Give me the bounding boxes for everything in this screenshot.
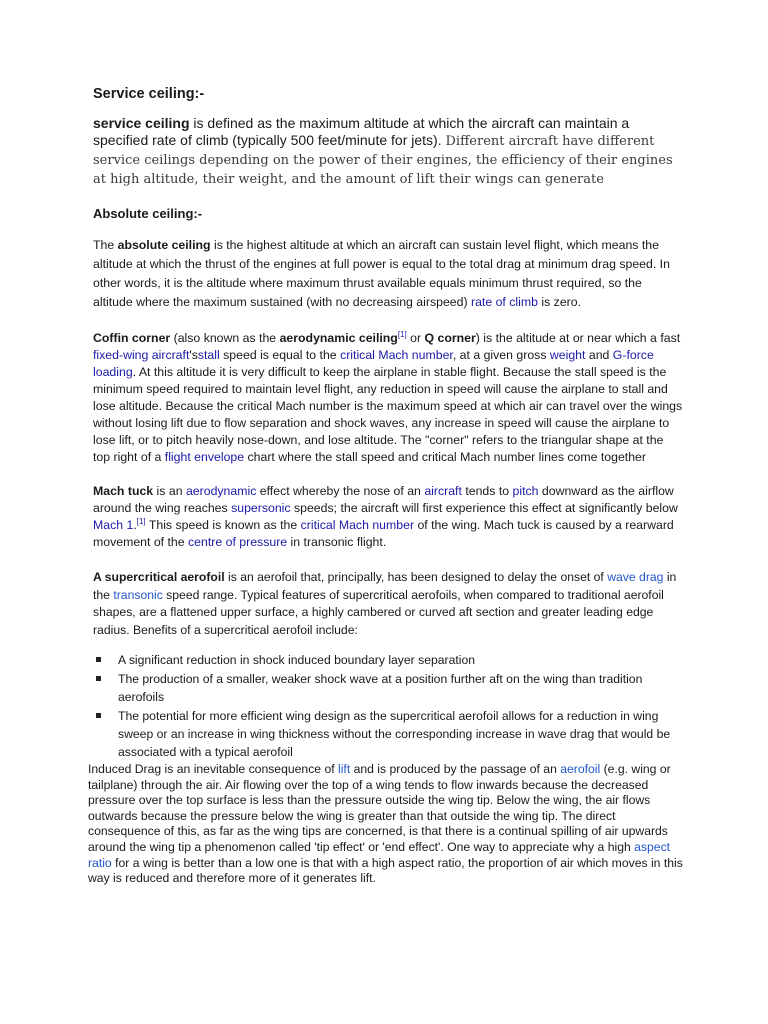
mach-t9: in transonic flight. <box>287 535 387 549</box>
mach-t3: tends to <box>461 484 513 498</box>
absolute-ceiling-paragraph <box>93 236 683 312</box>
super-t1: is an aerofoil that, principally, has been designed to delay the onset of <box>224 570 608 584</box>
coffin-t3: ) is the altitude at or near which a fast <box>475 331 681 345</box>
list-item <box>93 670 683 706</box>
fixed-wing-aircraft-link[interactable]: fixed-wing aircraft <box>93 348 190 362</box>
coffin-t8: . At this altitude it is very difficult to keep the airplane in stable flight. Because the stall speed is the minimum speed required to maintain level flight, any reduction in speed will cause the airplane to stall and lose altitude. Because the critical Mach number is the maximum speed at which air can travel over the wings without losing lift due to flow separation and shock waves, any increase in speed will cause the airplane to lose lift, or to pitch heavily nose-down, and lose altitude. The "corner" refers to the triangular shape at the top right of a <box>93 365 683 464</box>
service-text-2: Different aircraft have different service ceilings depending on the power of their engines, the efficiency of their engines at high altitude, their weight, and the amount of lift their wings can generate <box>93 134 673 187</box>
bullet-square-icon <box>96 713 101 718</box>
coffin-t9: chart where the stall speed and critical Mach number lines come together <box>244 450 646 464</box>
weight-link[interactable]: weight <box>549 348 586 362</box>
super-t2: in the <box>93 570 677 602</box>
service-ceiling-paragraph <box>93 115 683 189</box>
induced-drag-paragraph <box>88 762 685 887</box>
mach-t6: . <box>133 518 137 532</box>
pitch-link[interactable]: pitch <box>512 484 539 498</box>
list-item <box>93 651 683 669</box>
mach-t1: is an <box>153 484 186 498</box>
aircraft-link[interactable]: aircraft <box>424 484 462 498</box>
coffin-t4: 's <box>189 348 198 362</box>
bullet-square-icon <box>96 676 101 681</box>
coffin-t1: (also known as the <box>170 331 280 345</box>
coffin-corner-paragraph <box>93 330 683 466</box>
service-ceiling-heading: Service ceiling:- <box>93 86 205 102</box>
bullet-square-icon <box>96 657 101 662</box>
benefits-list <box>93 651 683 761</box>
abs-t1: The <box>93 238 118 252</box>
g-force-loading-link[interactable]: G-force loading <box>93 348 654 379</box>
bullet-text: A significant reduction in shock induced boundary layer separation <box>118 653 476 667</box>
wave-drag-link[interactable]: wave drag <box>607 570 664 584</box>
absolute-ceiling-heading: Absolute ceiling:- <box>93 206 203 221</box>
aspect-ratio-link[interactable]: aspect ratio <box>88 839 671 870</box>
transonic-link[interactable]: transonic <box>113 587 163 602</box>
critical-mach-number-link[interactable]: critical Mach number <box>340 348 453 362</box>
service-ceiling-term: service ceiling <box>93 115 190 131</box>
mach-1-link[interactable]: Mach 1 <box>93 518 134 532</box>
mach-t8: of the wing. Mach tuck is caused by a rearward movement of the <box>93 518 674 549</box>
supersonic-link[interactable]: supersonic <box>231 501 291 515</box>
absolute-ceiling-term: absolute ceiling <box>117 238 211 252</box>
reference-link[interactable]: [1] <box>136 516 146 526</box>
stall-link[interactable]: stall <box>197 348 220 362</box>
induced-t1: Induced Drag is an inevitable consequence of <box>88 762 339 776</box>
centre-of-pressure-link[interactable]: centre of pressure <box>188 535 288 549</box>
coffin-corner-term: Coffin corner <box>93 331 171 345</box>
aerofoil-link[interactable]: aerofoil <box>560 762 601 776</box>
lift-link[interactable]: lift <box>338 762 351 776</box>
induced-t3: (e.g. wing or tailplane) through the air. Air flowing over the top of a wing tends to flow inwards because the decreased pressure over the top surface is less than the pressure outside the wing tip. Below the wing, the air flows outwards because the pressure below the wing is greater than that outside the wing tip. The direct consequence of this, as far as the wing tips are concerned, is that there is a continual spilling of air upwards around the wing tip a phenomenon called 'tip effect' or 'end effect'. One way to appreciate why a high <box>88 762 671 854</box>
flight-envelope-link[interactable]: flight envelope <box>164 450 245 464</box>
document-page <box>88 84 683 887</box>
mach-t5: speeds; the aircraft will first experience this effect at significantly below <box>290 501 678 515</box>
mach-t4: downward as the airflow around the wing reaches <box>93 484 674 515</box>
bullet-text: The potential for more efficient wing design as the supercritical aerofoil allows for a reduction in wing sweep or an increase in wing thickness without the corresponding increase in wave drag that would be associated with a typical aerofoil <box>118 709 671 759</box>
coffin-t5: speed is equal to the <box>219 348 341 362</box>
super-t3: speed range. Typical features of supercritical aerofoils, when compared to traditional aerofoil shapes, are a flattened upper surface, a highly cambered or curved aft section and greater leading edge radius. Benefits of a supercritical aerofoil include: <box>93 587 664 637</box>
coffin-t2: or <box>406 331 425 345</box>
mach-tuck-paragraph <box>93 483 683 551</box>
supercritical-term: A supercritical aerofoil <box>93 570 225 584</box>
bullet-text: The production of a smaller, weaker shock wave at a position further aft on the wing than tradition aerofoils <box>118 672 643 704</box>
service-text-1: is defined as the maximum altitude at which the aircraft can maintain a specified rate of climb (typically 500 feet/minute for jets). <box>93 115 630 148</box>
rate-of-climb-link[interactable]: rate of climb <box>470 295 538 309</box>
critical-mach-number-link[interactable]: critical Mach number <box>300 518 415 532</box>
coffin-t6: , at a given gross <box>452 348 550 362</box>
mach-t2: effect whereby the nose of an <box>256 484 425 498</box>
q-corner-term: Q corner <box>424 331 476 345</box>
abs-t2: is the highest altitude at which an aircraft can sustain level flight, which means the altitude at which the thrust of the engines at full power is equal to the total drag at minimum drag speed. In other words, it is the altitude where maximum thrust available equals minimum thrust required, so the altitude where the maximum sustained (with no decreasing airspeed) <box>93 238 670 309</box>
list-item <box>93 707 683 761</box>
aerodynamic-link[interactable]: aerodynamic <box>185 484 257 498</box>
mach-tuck-term: Mach tuck <box>93 484 154 498</box>
abs-t3: is zero. <box>537 295 582 309</box>
aerodynamic-ceiling-term: aerodynamic ceiling <box>279 331 398 345</box>
reference-link[interactable]: [1] <box>397 329 407 339</box>
supercritical-paragraph <box>93 569 683 639</box>
mach-t7: This speed is known as the <box>145 518 301 532</box>
induced-t2: and is produced by the passage of an <box>350 762 561 776</box>
induced-t4: for a wing is better than a low one is that with a high aspect ratio, the proportion of air which moves in this way is reduced and therefore more of it generates lift. <box>88 855 683 886</box>
coffin-t7: and <box>585 348 613 362</box>
